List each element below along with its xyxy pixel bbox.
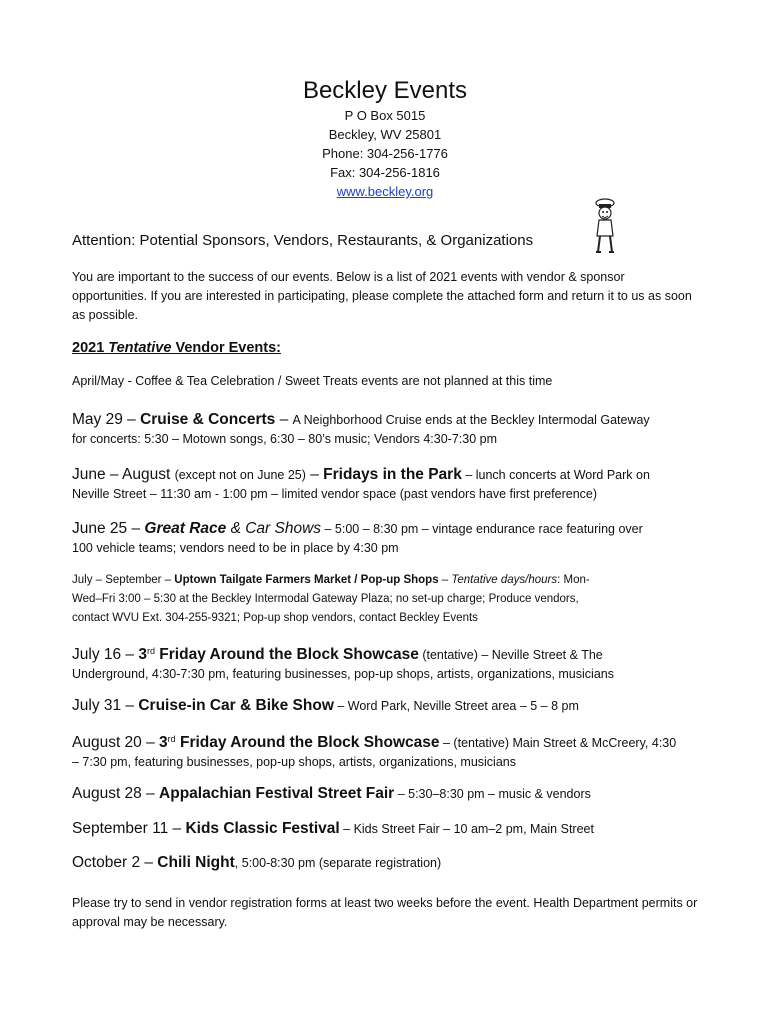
event-sep: –: [275, 411, 293, 428]
event-name: Chili Night: [157, 854, 235, 871]
planning-note: April/May - Coffee & Tea Celebration / Sweet Treats events are not planned at this time: [72, 374, 553, 388]
event-desc: – 5:00 – 8:30 pm – vintage endurance race featuring over: [321, 522, 643, 536]
event-desc: Wed–Fri 3:00 – 5:30 at the Beckley Intermodal Gateway Plaza; no set-up charge; Produce vendors,: [72, 593, 579, 605]
event-name: Uptown Tailgate Farmers Market / Pop-up Shops: [174, 574, 439, 586]
mascot-icon: [592, 198, 618, 254]
event-sep: –: [438, 574, 452, 586]
event-desc: – 7:30 pm, featuring businesses, pop-up shops, artists, organizations, musicians: [72, 755, 516, 770]
event-desc: – Word Park, Neville Street area – 5 – 8 pm: [333, 699, 579, 713]
event-desc: Underground, 4:30-7:30 pm, featuring businesses, pop-up shops, artists, organizations, musicians: [72, 667, 614, 682]
heading-italic: Tentative: [108, 340, 172, 356]
event-name: Fridays in the Park: [323, 466, 462, 483]
event-date: May 29 –: [72, 411, 141, 428]
event-desc: , 5:00-8:30 pm (separate registration): [234, 856, 442, 870]
event-ordinal-suffix: rd: [167, 734, 176, 744]
event-desc: : Mon-: [557, 574, 590, 586]
event-date: June 25 –: [72, 520, 145, 537]
event-desc: A Neighborhood Cruise ends at the Beckley Intermodal Gateway: [292, 413, 650, 427]
event-desc: for concerts: 5:30 – Motown songs, 6:30 – 80’s music; Vendors 4:30-7:30 pm: [72, 432, 498, 446]
event-item: [72, 784, 702, 804]
event-name-rest: & Car Shows: [226, 520, 322, 537]
page-title: Beckley Events: [302, 77, 468, 104]
event-name: Cruise & Concerts: [140, 411, 276, 428]
heading-prefix: 2021: [72, 340, 109, 356]
event-date: September 11 –: [72, 820, 186, 837]
phone-line: Phone: 304-256-1776: [322, 146, 448, 161]
footer-note: Please try to send in vendor registration forms at least two weeks before the event. Health Department permits or approval may be necessary.: [72, 896, 698, 929]
po-box: P O Box 5015: [344, 108, 426, 123]
letterhead: [72, 76, 698, 201]
event-italic: Tentative days/hours: [451, 574, 558, 586]
event-name: Friday Around the Block Showcase: [155, 646, 419, 664]
event-item: [72, 410, 702, 449]
website-link[interactable]: www.beckley.org: [336, 184, 434, 199]
event-ordinal: 3: [138, 646, 147, 664]
event-date: October 2 –: [72, 854, 158, 871]
event-date: July 31 –: [72, 697, 139, 714]
event-paren: (tentative): [418, 648, 478, 663]
event-desc: – Neville Street & The: [477, 648, 603, 663]
event-date: June – August: [72, 466, 175, 483]
heading-suffix: Vendor Events:: [171, 340, 282, 356]
event-name: Cruise-in Car & Bike Show: [138, 697, 334, 714]
event-item: [72, 696, 702, 716]
event-date: July 16 –: [72, 646, 139, 664]
fax-line: Fax: 304-256-1816: [330, 165, 440, 180]
intro-paragraph: You are important to the success of our events. Below is a list of 2021 events with vendor & sponsor opportunities. If you are interested in participating, please complete the attached form and return it to us as soon as possible.: [72, 270, 692, 322]
event-date: August 20 –: [72, 734, 160, 752]
section-heading: [72, 340, 281, 356]
event-desc: – 5:30–8:30 pm – music & vendors: [394, 787, 591, 801]
event-desc: – lunch concerts at Word Park on: [461, 468, 650, 482]
event-name: Friday Around the Block Showcase: [175, 734, 440, 752]
event-desc: – (tentative) Main Street & McCreery, 4:30: [439, 736, 677, 751]
event-item: [72, 571, 702, 628]
event-item: [72, 465, 702, 504]
city-line: Beckley, WV 25801: [328, 127, 442, 142]
event-sep: –: [305, 466, 324, 483]
event-item: [72, 730, 702, 772]
event-item: [72, 519, 702, 558]
event-desc: Neville Street – 11:30 am - 1:00 pm – limited vendor space (past vendors have first preference): [72, 487, 598, 501]
event-desc: – Kids Street Fair – 10 am–2 pm, Main Street: [339, 822, 594, 836]
event-item: [72, 819, 702, 839]
event-date: August 28 –: [72, 785, 160, 802]
event-date: July – September –: [72, 574, 175, 586]
event-desc: 100 vehicle teams; vendors need to be in place by 4:30 pm: [72, 541, 399, 555]
attention-line: Attention: Potential Sponsors, Vendors, Restaurants, & Organizations: [72, 232, 534, 249]
event-paren: (except not on June 25): [174, 468, 306, 482]
event-ordinal-suffix: rd: [146, 646, 155, 656]
event-item: [72, 642, 702, 684]
event-item: [72, 853, 702, 873]
event-name: Appalachian Festival Street Fair: [159, 785, 395, 802]
event-name: Great Race: [144, 520, 227, 537]
event-desc: contact WVU Ext. 304-255-9321; Pop-up shop vendors, contact Beckley Events: [72, 612, 478, 624]
event-ordinal: 3: [159, 734, 168, 752]
event-name: Kids Classic Festival: [185, 820, 340, 837]
